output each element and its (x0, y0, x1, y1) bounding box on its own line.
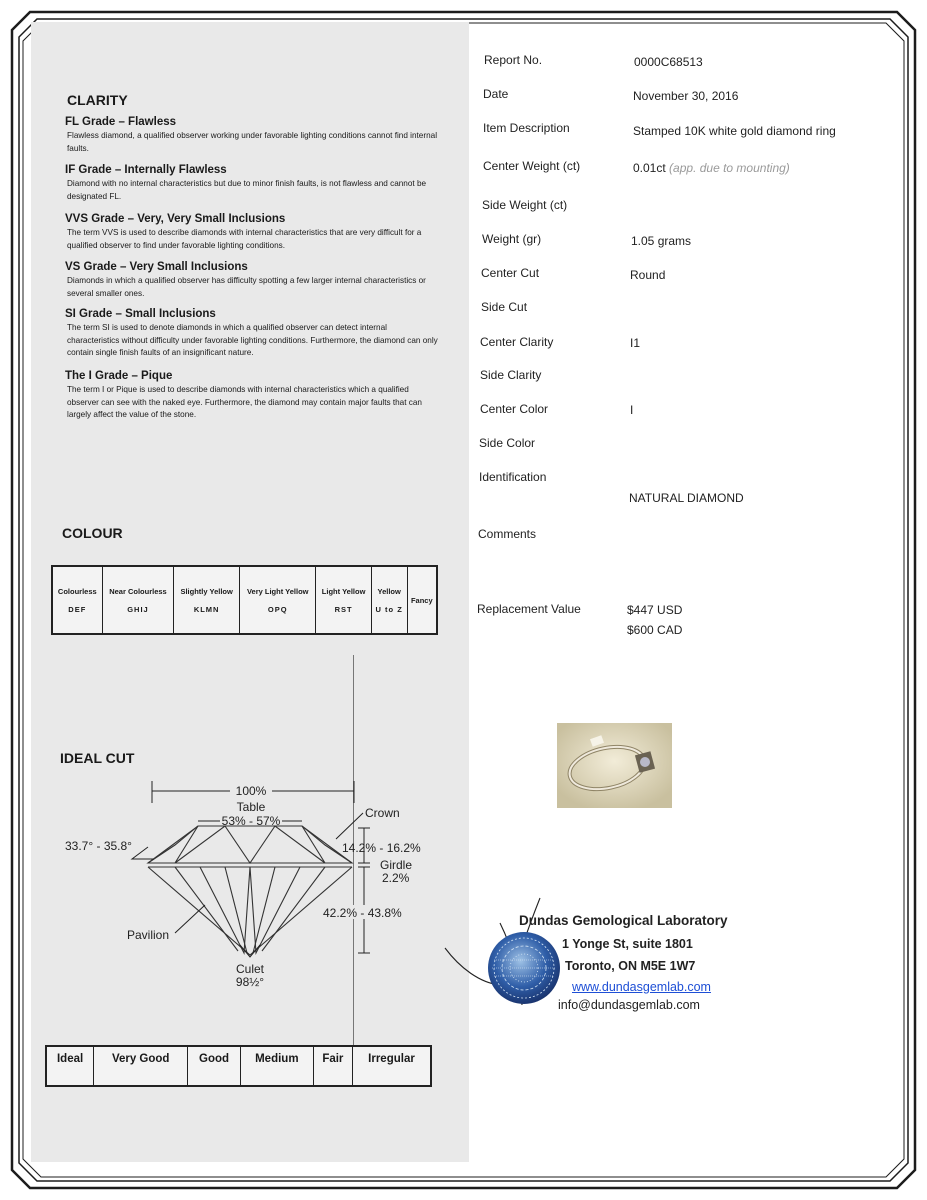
row-value: I (630, 403, 634, 417)
clarity-grade-if (65, 164, 440, 203)
girdle-value: 2.2% (382, 871, 410, 885)
row-label: Identification (479, 470, 547, 484)
clarity-grade-heading: VVS Grade – Very, Very Small Inclusions (65, 213, 286, 225)
table-label: Table (236, 800, 266, 814)
center-weight-value: 0.01ct (633, 161, 666, 175)
colour-scale-table (51, 565, 438, 635)
row-label: Center Weight (ct) (483, 159, 581, 173)
colour-cell-light-yellow: Light Yellow RST (316, 566, 371, 634)
row-label: Weight (gr) (482, 232, 542, 246)
lab-name: Dundas Gemological Laboratory (519, 913, 728, 928)
colour-cell-slightly-yellow: Slightly Yellow KLMN (174, 566, 240, 634)
clarity-grade-heading: IF Grade – Internally Flawless (65, 164, 227, 176)
row-label: Replacement Value (477, 602, 581, 616)
girdle-label: Girdle (380, 858, 413, 872)
clarity-grade-heading: SI Grade – Small Inclusions (65, 308, 216, 320)
pavilion-pointer (175, 905, 205, 933)
row-label: Side Cut (481, 300, 528, 314)
crown-angle-marker (132, 847, 154, 859)
clarity-grade-i (65, 370, 440, 422)
replacement-value-cad: $600 CAD (627, 623, 683, 637)
crown-angle-label: 33.7° - 35.8° (65, 839, 132, 853)
colour-cell-yellow: Yellow U to Z (371, 566, 407, 634)
crown-label: Crown (365, 806, 400, 820)
clarity-grade-description: The term SI is used to denote diamonds in which a qualified observer can detect internal characteristics without difficulty under favorable lighting conditions. Furthermore, the diamond can only contain single finish faults of an insignificant nature. (67, 323, 438, 357)
row-value: November 30, 2016 (633, 89, 739, 103)
colour-title: COLOUR (62, 525, 123, 541)
culet-value: 98½° (235, 975, 265, 989)
row-label: Date (483, 87, 509, 101)
cut-grade-good: Good (188, 1046, 241, 1086)
replacement-value-usd: $447 USD (627, 603, 683, 617)
row-label: Side Clarity (480, 368, 542, 382)
row-value: NATURAL DIAMOND (629, 491, 744, 505)
row-label: Side Color (479, 436, 536, 450)
clarity-grade-fl (65, 116, 440, 155)
row-label: Report No. (484, 53, 543, 67)
row-value: I1 (630, 336, 641, 350)
clarity-grade-description: The term VVS is used to describe diamonds with internal characteristics that are very difficult for a qualified observer to find under favorable lighting conditions. (67, 228, 422, 250)
clarity-grade-heading: FL Grade – Flawless (65, 116, 177, 128)
cut-grade-medium: Medium (240, 1046, 313, 1086)
crown-height-label: 14.2% - 16.2% (342, 841, 421, 855)
clarity-grade-description: Diamond with no internal characteristics but due to minor finish faults, is not flawless and cannot be designated FL. (67, 179, 427, 201)
cut-grade-table (45, 1045, 432, 1087)
clarity-grade-vs (65, 261, 440, 300)
row-label: Center Color (480, 402, 549, 416)
cut-grade-irregular: Irregular (352, 1046, 431, 1086)
clarity-grade-vvs (65, 213, 440, 252)
colour-cell-very-light-yellow: Very Light Yellow OPQ (239, 566, 316, 634)
row-label: Center Cut (481, 266, 540, 280)
row-value (633, 161, 790, 175)
clarity-grade-description: Flawless diamond, a qualified observer working under favorable lighting conditions cannot find internal faults. (67, 131, 438, 153)
row-value: 1.05 grams (631, 234, 692, 248)
colour-cell-colourless: Colourless DEF (52, 566, 102, 634)
center-weight-note: (app. due to mounting) (669, 161, 790, 175)
row-value: 0000C68513 (634, 55, 703, 69)
clarity-grade-heading: The I Grade – Pique (65, 370, 173, 382)
lab-email: info@dundasgemlab.com (558, 998, 700, 1012)
crown-pointer (336, 813, 363, 839)
clarity-grade-description: The term I or Pique is used to describe diamonds with internal characteristics which a qualified observer can see with the naked eye. Furthermore, the diamond may contain major faults that can largely affect the value of the stone. (67, 385, 422, 419)
colour-cell-near-colourless: Near Colourless GHIJ (102, 566, 174, 634)
hologram-seal (486, 930, 562, 1006)
ideal-cut-diagram (40, 775, 440, 995)
table-range-label: 53% - 57% (221, 814, 281, 828)
cut-grade-fair: Fair (313, 1046, 352, 1086)
ideal-cut-title: IDEAL CUT (60, 750, 135, 766)
cut-grade-ideal: Ideal (46, 1046, 94, 1086)
pavilion-depth-label: 42.2% - 43.8% (323, 906, 402, 920)
diamond-drawing (148, 826, 352, 955)
row-value: Round (630, 268, 666, 282)
row-label: Comments (478, 527, 537, 541)
row-value: Stamped 10K white gold diamond ring (633, 124, 836, 138)
clarity-grade-description: Diamonds in which a qualified observer has difficulty spotting a few larger internal characteristics or several smaller ones. (67, 276, 426, 298)
colour-cell-fancy: Fancy (407, 566, 437, 634)
row-label: Center Clarity (480, 335, 554, 349)
lab-address-line-1: 1 Yonge St, suite 1801 (562, 937, 693, 951)
lab-website-link[interactable]: www.dundasgemlab.com (572, 980, 711, 994)
clarity-title: CLARITY (67, 92, 128, 108)
clarity-grade-si (65, 308, 440, 360)
row-label: Item Description (483, 121, 570, 135)
row-label: Side Weight (ct) (482, 198, 568, 212)
clarity-grade-heading: VS Grade – Very Small Inclusions (65, 261, 248, 273)
cut-grade-very-good: Very Good (94, 1046, 188, 1086)
culet-label: Culet (235, 962, 265, 976)
pavilion-label: Pavilion (127, 928, 170, 942)
ring-photo (557, 723, 672, 808)
width-label: 100% (235, 784, 267, 798)
lab-address-line-2: Toronto, ON M5E 1W7 (565, 959, 696, 973)
